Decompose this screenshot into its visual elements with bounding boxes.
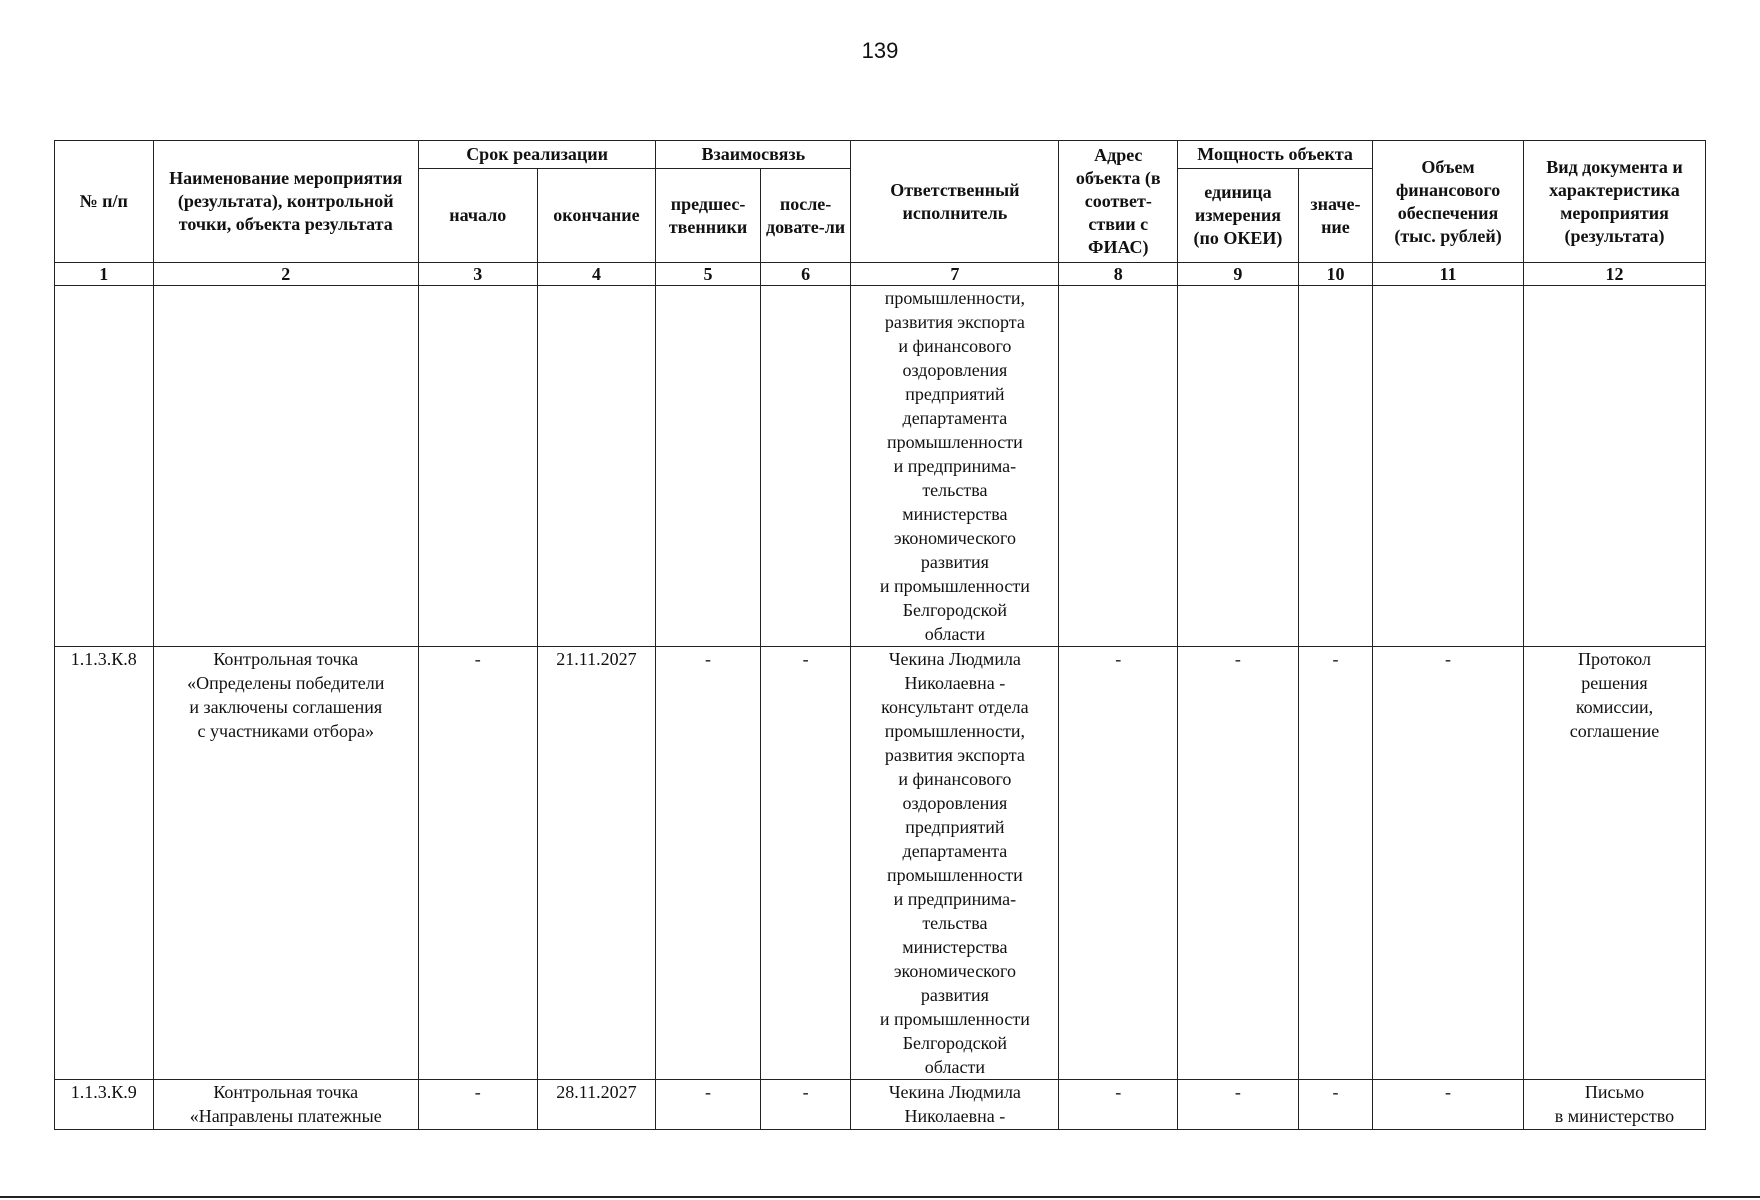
cell-line: и заключены соглашения: [189, 697, 383, 717]
cell-unit: -: [1178, 647, 1299, 1080]
cell-line: экономического: [893, 528, 1016, 548]
header-capacity-group: Мощность объекта: [1178, 141, 1373, 169]
cell-value: [1298, 286, 1372, 647]
table-row: [55, 1080, 1706, 1130]
cell-finance: -: [1373, 1080, 1524, 1130]
table-header: [55, 141, 1706, 286]
header-responsible: Ответственный исполнитель: [851, 141, 1059, 263]
cell-line: Контрольная точка: [213, 649, 359, 669]
cell-responsible: [851, 1080, 1059, 1130]
cell-document: [1523, 1080, 1705, 1130]
cell-line: министерства: [902, 504, 1008, 524]
cell-value: -: [1298, 647, 1372, 1080]
column-number: 5: [656, 263, 761, 286]
cell-value: -: [1298, 1080, 1372, 1130]
cell-unit: -: [1178, 1080, 1299, 1130]
cell-line: и промышленности: [879, 1009, 1030, 1029]
column-number: 6: [760, 263, 851, 286]
cell-line: Протокол: [1577, 649, 1651, 669]
cell-line: области: [924, 624, 985, 644]
header-predecessors: предшес-твенники: [656, 169, 761, 263]
table-body: [55, 286, 1706, 1130]
cell-line: в министерство: [1554, 1106, 1675, 1126]
footer-divider: [0, 1196, 1760, 1198]
header-link-group: Взаимосвязь: [656, 141, 851, 169]
cell-line: с участниками отбора»: [197, 721, 374, 741]
cell-unit: [1178, 286, 1299, 647]
cell-line: министерства: [902, 937, 1008, 957]
cell-line: экономического: [893, 961, 1016, 981]
cell-address: [1059, 286, 1178, 647]
cell-responsible: [851, 286, 1059, 647]
cell-line: промышленности,: [884, 721, 1026, 741]
cell-line: консультант отдела: [881, 697, 1029, 717]
cell-line: «Определены победители: [187, 673, 385, 693]
cell-name: [153, 647, 418, 1080]
header-unit: единица измерения (по ОКЕИ): [1178, 169, 1299, 263]
cell-num: 1.1.3.К.9: [55, 1080, 154, 1130]
cell-line: промышленности: [886, 432, 1023, 452]
cell-line: «Направлены платежные: [189, 1106, 382, 1126]
cell-successors: -: [760, 647, 851, 1080]
events-plan-table: [54, 140, 1706, 1130]
cell-line: соглашение: [1569, 721, 1660, 741]
cell-line: и предпринима-: [893, 889, 1017, 909]
header-start: начало: [418, 169, 537, 263]
header-value: значе-ние: [1298, 169, 1372, 263]
cell-line: развития: [920, 552, 989, 572]
cell-successors: [760, 286, 851, 647]
cell-line: развития: [920, 985, 989, 1005]
cell-line: предприятий: [905, 384, 1005, 404]
cell-address: -: [1059, 1080, 1178, 1130]
column-number: 1: [55, 263, 154, 286]
header-finance: Объем финансового обеспечения (тыс. рублей): [1373, 141, 1524, 263]
cell-predecessors: -: [656, 647, 761, 1080]
cell-successors: -: [760, 1080, 851, 1130]
cell-line: Письмо: [1584, 1082, 1645, 1102]
cell-line: Николаевна -: [904, 1106, 1006, 1126]
cell-line: развития экспорта: [884, 745, 1025, 765]
cell-line: промышленности: [886, 865, 1023, 885]
cell-line: департамента: [902, 841, 1008, 861]
cell-line: и предпринима-: [893, 456, 1017, 476]
header-name: Наименование мероприятия (результата), контрольной точки, объекта результата: [153, 141, 418, 263]
column-number: 11: [1373, 263, 1524, 286]
column-number: 4: [537, 263, 656, 286]
cell-line: Николаевна -: [904, 673, 1006, 693]
cell-predecessors: [656, 286, 761, 647]
cell-line: области: [924, 1057, 985, 1077]
header-document: Вид документа и характеристика мероприятия (результата): [1523, 141, 1705, 263]
cell-line: решения: [1581, 673, 1648, 693]
cell-line: тельства: [922, 480, 988, 500]
cell-num: [55, 286, 154, 647]
cell-finance: -: [1373, 647, 1524, 1080]
cell-document: [1523, 647, 1705, 1080]
cell-line: оздоровления: [902, 360, 1008, 380]
cell-line: развития экспорта: [884, 312, 1025, 332]
cell-line: Контрольная точка: [213, 1082, 359, 1102]
page-number: 139: [861, 38, 899, 63]
cell-line: департамента: [902, 408, 1008, 428]
cell-line: предприятий: [905, 817, 1005, 837]
cell-responsible: [851, 647, 1059, 1080]
cell-start: -: [418, 1080, 537, 1130]
cell-line: оздоровления: [902, 793, 1008, 813]
column-number: 10: [1298, 263, 1372, 286]
cell-end: 21.11.2027: [537, 647, 656, 1080]
cell-document: [1523, 286, 1705, 647]
header-address: Адрес объекта (в соответ-ствии с ФИАС): [1059, 141, 1178, 263]
cell-address: -: [1059, 647, 1178, 1080]
cell-predecessors: -: [656, 1080, 761, 1130]
cell-num: 1.1.3.К.8: [55, 647, 154, 1080]
cell-line: Белгородской: [902, 1033, 1008, 1053]
column-number: 12: [1523, 263, 1705, 286]
column-numbers-row: [55, 263, 1706, 286]
column-number: 3: [418, 263, 537, 286]
cell-line: Чекина Людмила: [888, 649, 1021, 669]
cell-end: [537, 286, 656, 647]
cell-line: тельства: [922, 913, 988, 933]
cell-line: и финансового: [898, 769, 1012, 789]
header-num: № п/п: [55, 141, 154, 263]
cell-name: [153, 286, 418, 647]
column-number: 7: [851, 263, 1059, 286]
cell-line: комиссии,: [1575, 697, 1654, 717]
header-deadline-group: Срок реализации: [418, 141, 655, 169]
table-row: [55, 647, 1706, 1080]
cell-line: и финансового: [898, 336, 1012, 356]
cell-finance: [1373, 286, 1524, 647]
header-successors: после-довате-ли: [760, 169, 851, 263]
cell-line: Белгородской: [902, 600, 1008, 620]
cell-line: Чекина Людмила: [888, 1082, 1021, 1102]
cell-line: промышленности,: [884, 288, 1026, 308]
cell-line: и промышленности: [879, 576, 1030, 596]
cell-name: [153, 1080, 418, 1130]
header-end: окончание: [537, 169, 656, 263]
cell-end: 28.11.2027: [537, 1080, 656, 1130]
cell-start: -: [418, 647, 537, 1080]
cell-start: [418, 286, 537, 647]
column-number: 9: [1178, 263, 1299, 286]
table-row: [55, 286, 1706, 647]
column-number: 2: [153, 263, 418, 286]
column-number: 8: [1059, 263, 1178, 286]
